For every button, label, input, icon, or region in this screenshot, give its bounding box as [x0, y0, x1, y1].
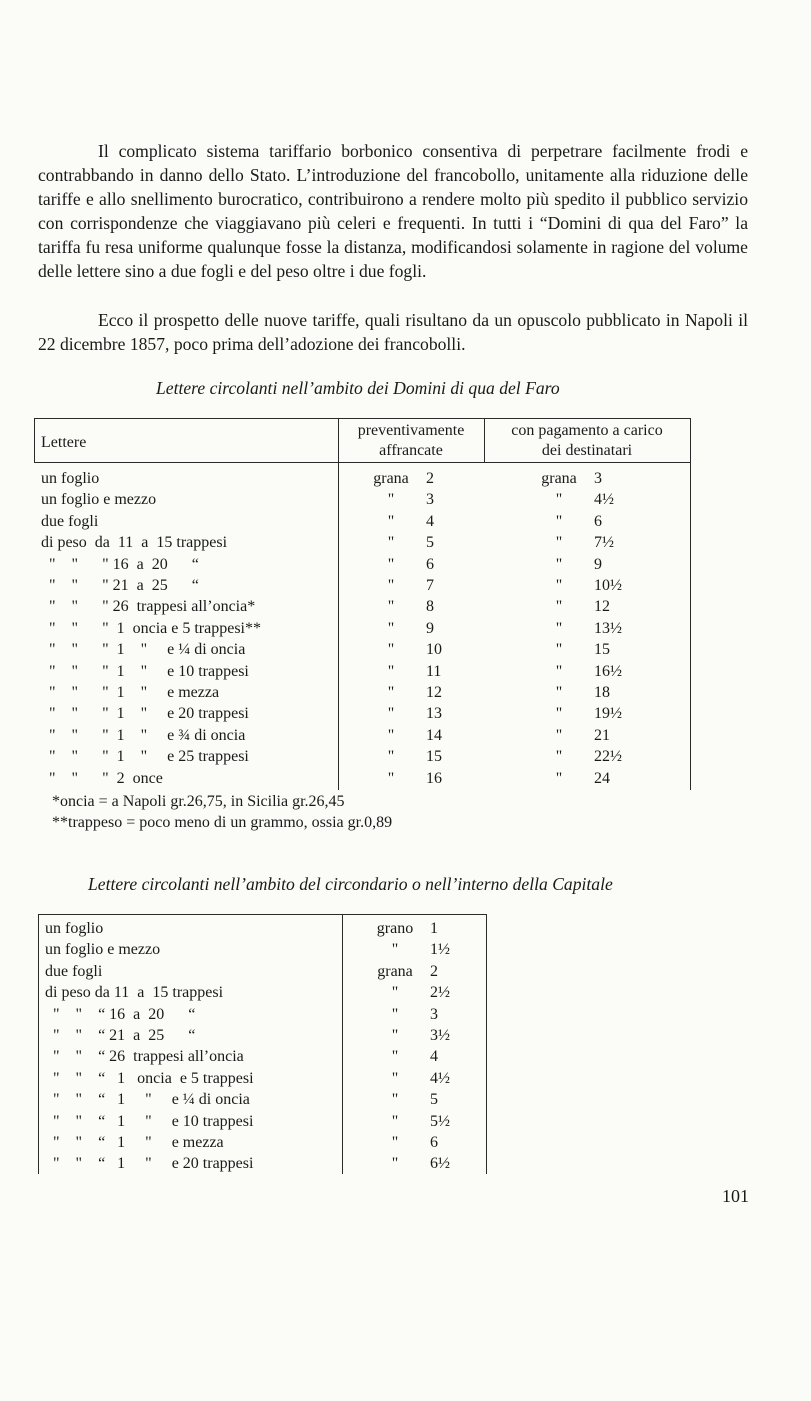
row-description: un foglio — [45, 920, 104, 937]
rate-value: 5 — [430, 1091, 438, 1109]
unit-label: " — [387, 619, 395, 637]
unit-label: " — [391, 1134, 399, 1151]
rate-affrancate: 5 — [426, 534, 434, 552]
tariff-table-domini — [34, 418, 690, 790]
table-row — [38, 1153, 486, 1174]
row-description: " " “ 1 " e ¼ di oncia — [45, 1091, 250, 1109]
rate-value: 3 — [430, 1005, 438, 1023]
unit-label: " — [555, 726, 563, 744]
table-row — [38, 939, 486, 960]
unit-label: grana — [373, 470, 409, 487]
unit-label: " — [391, 984, 399, 1002]
unit-label: " — [387, 641, 395, 659]
rate-destinatari: 21 — [594, 726, 610, 744]
table-row — [38, 1025, 486, 1046]
row-description: " " " 21 a 25 “ — [41, 577, 199, 594]
unit-label: " — [387, 705, 395, 723]
row-description: " " " 1 " e 10 trappesi — [41, 662, 249, 680]
row-description: " " “ 1 oncia e 5 trappesi — [45, 1069, 254, 1087]
table-row — [38, 918, 486, 939]
unit-label: " — [387, 662, 395, 680]
rate-destinatari: 3 — [594, 470, 602, 487]
rate-destinatari: 24 — [594, 769, 610, 787]
unit-label: " — [391, 1027, 399, 1044]
table-row — [34, 746, 690, 767]
rate-destinatari: 9 — [594, 555, 602, 573]
unit-label: " — [387, 577, 395, 594]
table-row — [34, 768, 690, 789]
rate-value: 2½ — [430, 984, 450, 1002]
unit-label: " — [555, 684, 563, 701]
unit-label: " — [387, 534, 395, 552]
rate-affrancate: 8 — [426, 598, 434, 616]
footnotes — [52, 791, 392, 833]
row-description: un foglio — [41, 470, 100, 487]
rate-affrancate: 14 — [426, 726, 442, 744]
row-description: " " " 1 " e ¾ di oncia — [41, 726, 246, 744]
unit-label: " — [391, 1091, 399, 1109]
rate-value: 6½ — [430, 1155, 450, 1173]
column-header-affrancate: preventivamente affrancate — [357, 422, 465, 459]
row-description: un foglio e mezzo — [45, 941, 161, 959]
row-description: di peso da 11 a 15 trappesi — [41, 534, 228, 552]
rate-affrancate: 4 — [426, 512, 434, 530]
rate-destinatari: 18 — [594, 684, 610, 701]
row-description: " " " 1 " e 20 trappesi — [41, 705, 249, 723]
rate-affrancate: 3 — [426, 491, 434, 509]
rate-destinatari: 6 — [594, 512, 602, 530]
unit-label: " — [391, 1048, 399, 1066]
table-row — [34, 511, 690, 532]
rate-affrancate: 11 — [426, 662, 442, 680]
unit-label: " — [555, 555, 563, 573]
row-description: " " " 26 trappesi all’oncia* — [41, 598, 256, 616]
footnote: **trappeso = poco meno di un grammo, ossia gr.0,89 — [52, 814, 393, 831]
row-description: " " “ 16 a 20 “ — [45, 1005, 196, 1023]
footnote: *oncia = a Napoli gr.26,75, in Sicilia gr.26,45 — [52, 793, 345, 810]
rate-value: 4 — [430, 1048, 438, 1066]
row-description: " " “ 1 " e 10 trappesi — [45, 1112, 254, 1130]
unit-label: " — [387, 748, 395, 766]
unit-label: " — [387, 598, 395, 616]
rate-affrancate: 16 — [426, 769, 442, 787]
rate-destinatari: 7½ — [594, 534, 614, 552]
table-row — [34, 489, 690, 510]
table-row — [38, 1068, 486, 1089]
rate-value: 2 — [430, 962, 438, 980]
unit-label: " — [387, 491, 395, 509]
rate-destinatari: 13½ — [594, 619, 622, 637]
table-row — [34, 661, 690, 682]
row-description: " " " 1 " e 25 trappesi — [41, 748, 249, 766]
unit-label: grana — [377, 962, 413, 980]
table-row — [34, 618, 690, 639]
table-row — [34, 682, 690, 703]
rate-affrancate: 9 — [426, 619, 434, 637]
rate-destinatari: 4½ — [594, 491, 614, 509]
table-row — [38, 982, 486, 1003]
unit-label: " — [555, 598, 563, 616]
row-description: " " " 1 oncia e 5 trappesi** — [41, 619, 261, 637]
row-description: " " “ 26 trappesi all’oncia — [45, 1048, 244, 1066]
unit-label: " — [555, 748, 563, 766]
table-row — [34, 532, 690, 553]
unit-label: " — [391, 1069, 399, 1087]
unit-label: " — [387, 512, 395, 530]
rate-affrancate: 10 — [426, 641, 442, 659]
rate-value: 5½ — [430, 1112, 450, 1130]
rate-value: 3½ — [430, 1027, 450, 1044]
unit-label: " — [387, 555, 395, 573]
row-description: " " " 16 a 20 “ — [41, 555, 199, 573]
rate-destinatari: 22½ — [594, 748, 622, 766]
rate-value: 1 — [430, 920, 438, 937]
table-row — [34, 554, 690, 575]
rate-value: 4½ — [430, 1069, 450, 1087]
table-row — [34, 596, 690, 617]
table-caption: Lettere circolanti nell’ambito del circondario o nell’interno della Capitale — [88, 874, 613, 894]
table-row — [38, 961, 486, 982]
unit-label: " — [387, 684, 395, 701]
table-row — [34, 639, 690, 660]
unit-label: " — [555, 512, 563, 530]
row-description: " " “ 21 a 25 “ — [45, 1027, 196, 1044]
table-row — [34, 725, 690, 746]
row-description: " " " 2 once — [41, 769, 163, 787]
rate-affrancate: 7 — [426, 577, 434, 594]
column-header-lettere: Lettere — [41, 434, 87, 451]
rate-value: 6 — [430, 1134, 438, 1151]
body-paragraph: Ecco il prospetto delle nuove tariffe, quali risultano da un opuscolo pubblicato in Napoli il 22 dicembre 1857, poco prima dell’adozione dei francobolli. — [38, 310, 748, 354]
row-description: " " “ 1 " e mezza — [45, 1134, 224, 1151]
row-description: due fogli — [45, 962, 103, 980]
table-row — [38, 1132, 486, 1153]
rate-destinatari: 10½ — [594, 577, 622, 594]
unit-label: " — [387, 769, 395, 787]
rate-destinatari: 15 — [594, 641, 610, 659]
table-row — [34, 703, 690, 724]
tariff-table-capitale — [38, 914, 486, 1174]
rate-affrancate: 15 — [426, 748, 442, 766]
rate-destinatari: 19½ — [594, 705, 622, 723]
row-description: di peso da 11 a 15 trappesi — [45, 984, 224, 1002]
unit-label: " — [555, 641, 563, 659]
unit-label: " — [391, 1005, 399, 1023]
rate-affrancate: 2 — [426, 470, 434, 487]
table-row — [38, 1004, 486, 1025]
unit-label: " — [555, 534, 563, 552]
unit-label: " — [555, 491, 563, 509]
page-number: 101 — [722, 1186, 749, 1206]
row-description: " " " 1 " e ¼ di oncia — [41, 641, 246, 659]
row-description: due fogli — [41, 512, 99, 530]
unit-label: " — [391, 941, 399, 959]
table-row — [38, 1089, 486, 1110]
table-row — [38, 1111, 486, 1132]
rate-affrancate: 6 — [426, 555, 434, 573]
rate-value: 1½ — [430, 941, 450, 959]
unit-label: " — [391, 1112, 399, 1130]
unit-label: grano — [376, 920, 414, 937]
unit-label: grana — [541, 470, 577, 487]
unit-label: " — [387, 726, 395, 744]
body-paragraph: Il complicato sistema tariffario borbonico consentiva di perpetrare facilmente frodi e contrabbando in danno dello Stato. L’introduzione del francobollo, unitamente alla riduzione delle tariffe e allo snellimento burocratico, contribuirono a rendere molto più spedito il pubblico servizio con corrispondenze che viaggiavano più celeri e frequenti. In tutti i “Domini di qua del Faro” la tariffa fu resa uniforme qualunque fosse la distanza, modificandosi solamente in ragione del volume delle lettere sino a due fogli e del peso oltre i due fogli. — [38, 141, 748, 281]
row-description: un foglio e mezzo — [41, 491, 157, 509]
rate-destinatari: 12 — [594, 598, 610, 616]
unit-label: " — [391, 1155, 399, 1173]
unit-label: " — [555, 619, 563, 637]
row-description: " " " 1 " e mezza — [41, 684, 220, 701]
unit-label: " — [555, 705, 563, 723]
unit-label: " — [555, 577, 563, 594]
row-description: " " “ 1 " e 20 trappesi — [45, 1155, 254, 1173]
rate-destinatari: 16½ — [594, 662, 622, 680]
table-row — [34, 468, 690, 489]
table-row — [34, 575, 690, 596]
rate-affrancate: 12 — [426, 684, 442, 701]
rate-affrancate: 13 — [426, 705, 442, 723]
table-caption: Lettere circolanti nell’ambito dei Domini di qua del Faro — [156, 378, 560, 398]
unit-label: " — [555, 662, 563, 680]
column-header-destinatari: con pagamento a carico dei destinatari — [511, 422, 663, 459]
table-row — [38, 1046, 486, 1067]
unit-label: " — [555, 769, 563, 787]
